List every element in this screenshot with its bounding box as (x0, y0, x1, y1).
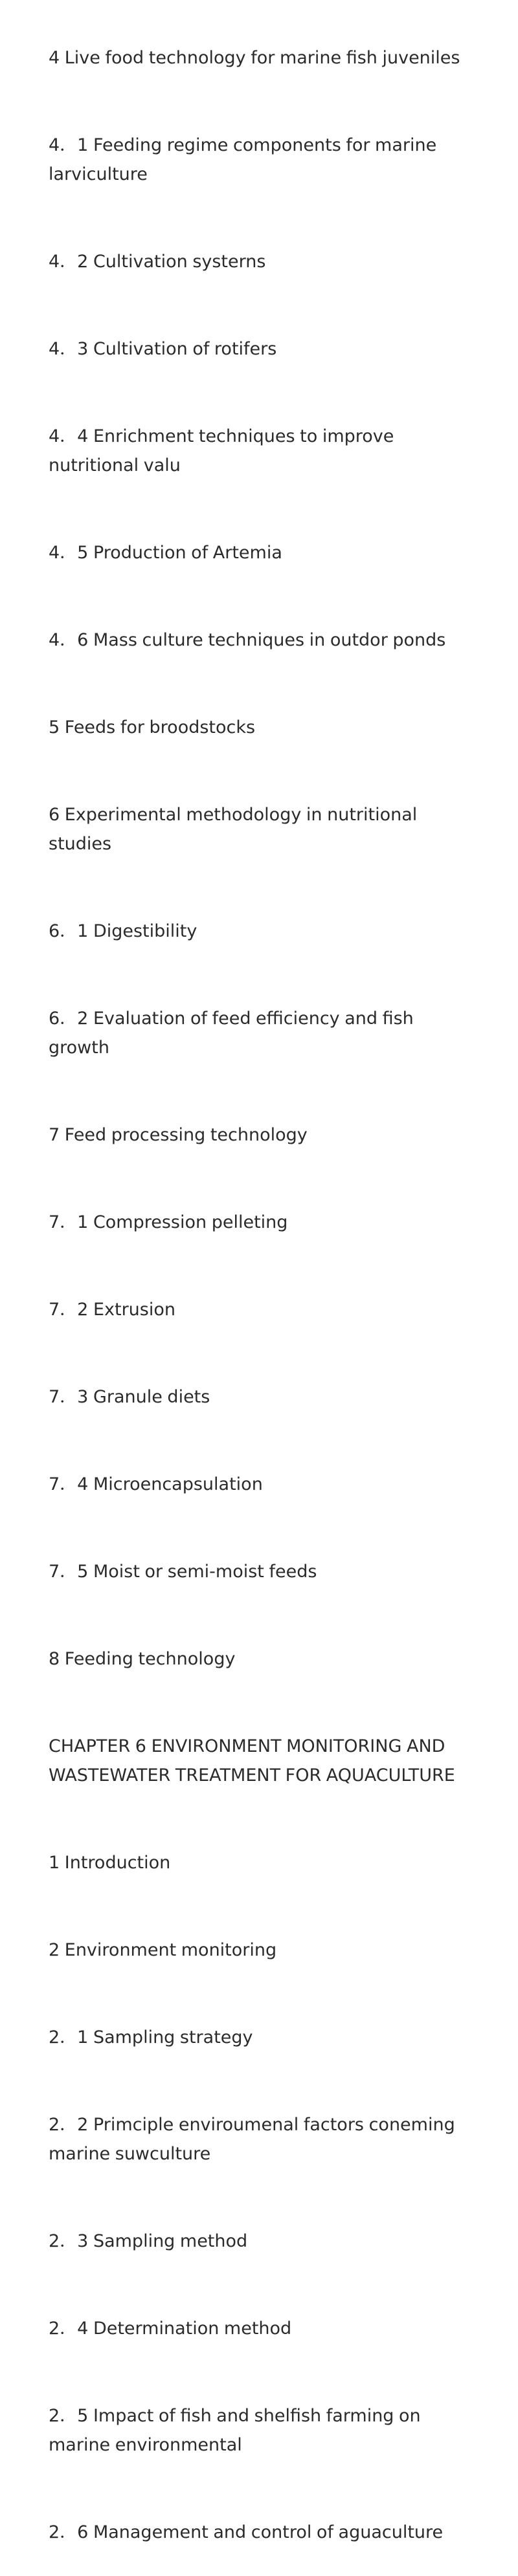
toc-entry: 7．4 Microencapsulation (49, 1474, 263, 1494)
toc-entry: 2．3 Sampling method (49, 2231, 248, 2251)
toc-entry: 4 Live food technology for marine fish juveniles (49, 48, 460, 68)
toc-entry: 2．5 Impact of fish and shelfish farming on marine environmental (49, 2406, 426, 2455)
toc-entry: 2．1 Sampling strategy (49, 2027, 253, 2047)
toc-entry: 8 Feeding technology (49, 1649, 236, 1669)
toc-entry: 4．1 Feeding regime components for marine larviculture (49, 135, 442, 184)
toc-entry: 1 Introduction (49, 1853, 171, 1873)
toc-entry: 7．2 Extrusion (49, 1300, 175, 1320)
toc-entry: 7 Feed processing technology (49, 1125, 308, 1145)
toc-entry: 4．3 Cultivation of rotifers (49, 339, 277, 359)
toc-entry: 6．2 Evaluation of feed efficiency and fish growth (49, 1009, 419, 1058)
toc-entry: 7．5 Moist or semi-moist feeds (49, 1562, 317, 1582)
toc-entry: 4．2 Cultivation systerns (49, 252, 266, 272)
toc-entry: 4．6 Mass culture techniques in outdor ponds (49, 630, 446, 650)
toc-entry: 2．2 Primciple enviroumenal factors coneming marine suwculture (49, 2115, 460, 2164)
toc-entry: 4．5 Production of Artemia (49, 543, 282, 563)
toc-entry: 2．6 Management and control of aguaculture (49, 2522, 444, 2542)
toc-entry: 6 Experimental methodology in nutritional studies (49, 805, 422, 854)
toc-entry: 6．1 Digestibility (49, 921, 197, 941)
table-of-contents (49, 0, 469, 2576)
toc-entry: 7．1 Compression pelleting (49, 1212, 288, 1232)
toc-entry: 7．3 Granule diets (49, 1387, 210, 1407)
toc-entry: 2 Environment monitoring (49, 1940, 277, 1960)
chapter-heading: CHAPTER 6 ENVIRONMENT MONITORING AND WASTEWATER TREATMENT FOR AQUACULTURE (49, 1736, 455, 1785)
toc-entry: 4．4 Enrichment techniques to improve nutritional valu (49, 426, 399, 475)
toc-entry: 5 Feeds for broodstocks (49, 717, 256, 737)
toc-entry: 2．4 Determination method (49, 2319, 292, 2339)
